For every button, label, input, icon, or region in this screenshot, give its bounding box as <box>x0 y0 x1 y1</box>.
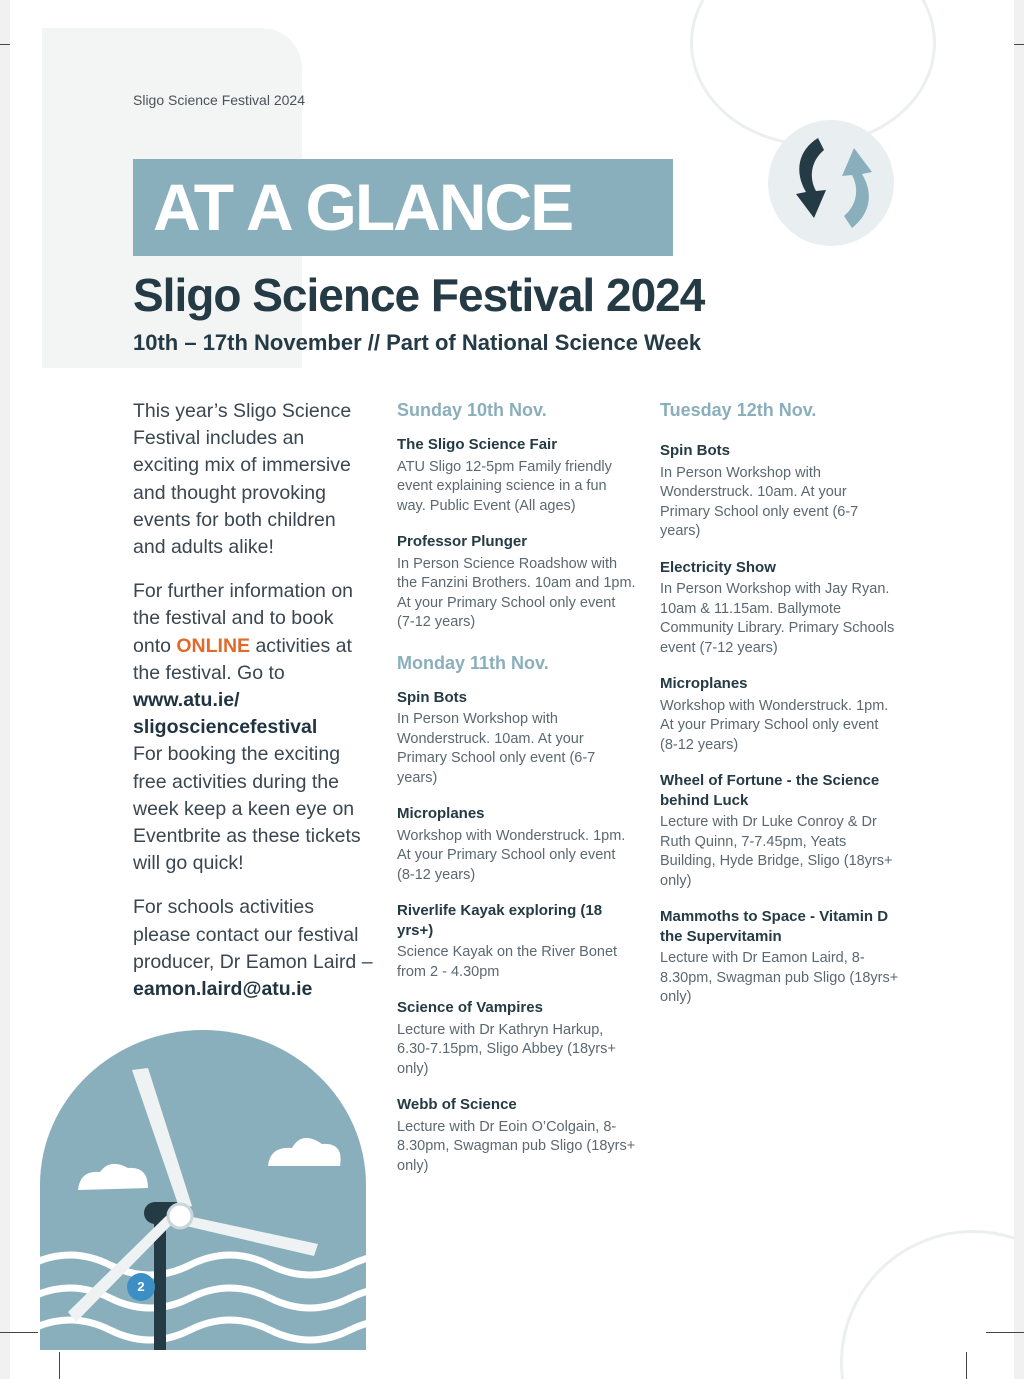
event-description: Workshop with Wonderstruck. 1pm. At your Primary School only event (8-12 years) <box>660 697 889 753</box>
banner-text: AT A GLANCE <box>153 170 573 244</box>
event-item <box>660 441 900 542</box>
event-description: In Person Workshop with Wonderstruck. 10am. At your Primary School only event (6-7 years) <box>397 711 596 786</box>
online-highlight: ONLINE <box>176 634 251 657</box>
refresh-arrows-icon <box>768 120 894 246</box>
crop-mark <box>966 1352 967 1379</box>
day-heading: Monday 11th Nov. <box>397 652 549 673</box>
event-title: Microplanes <box>397 805 485 822</box>
event-description: ATU Sligo 12-5pm Family friendly event explaining science in a fun way. Public Event (All ages) <box>397 458 612 514</box>
event-title: Riverlife Kayak exploring (18 yrs+) <box>397 902 603 939</box>
event-title: Electricity Show <box>660 558 776 576</box>
schedule-column <box>397 400 637 1192</box>
event-description: In Person Science Roadshow with the Fanzini Brothers. 10am and 1pm. At your Primary School only event (7-12 years) <box>397 555 636 630</box>
at-a-glance-banner <box>133 159 673 256</box>
page-subtitle: 10th – 17th November // Part of National Science Week <box>133 330 702 355</box>
event-item <box>397 804 637 885</box>
crop-mark <box>0 1332 38 1333</box>
event-description: Lecture with Dr Eoin O’Colgain, 8-8.30pm, Swagman pub Sligo (18yrs+ only) <box>397 1118 636 1174</box>
event-item <box>397 998 637 1079</box>
page-title: Sligo Science Festival 2024 <box>133 269 705 321</box>
event-title: Webb of Science <box>397 1096 517 1113</box>
day-heading: Sunday 10th Nov. <box>397 400 547 420</box>
event-description: Science Kayak on the River Bonet from 2 - 4.30pm <box>397 944 618 980</box>
event-title: Microplanes <box>660 675 748 692</box>
event-item <box>397 435 637 516</box>
contact-paragraph <box>133 894 373 1003</box>
event-title: Spin Bots <box>660 442 730 459</box>
schedule-column <box>660 400 900 1024</box>
event-item <box>660 674 900 755</box>
event-description: In Person Workshop with Jay Ryan. 10am & 11.15am. Ballymote Community Library. Primary Schools event (7-12 years) <box>660 581 895 656</box>
contact-email-link[interactable]: eamon.laird@atu.ie <box>133 978 313 1001</box>
event-description: Lecture with Dr Luke Conroy & Dr Ruth Quinn, 7-7.45pm, Yeats Building, Hyde Bridge, Sligo (18yrs+ only) <box>660 814 893 889</box>
intro-paragraph: This year’s Sligo Science Festival includes an exciting mix of immersive and thought provoking events for both children and adults alike! <box>133 400 352 559</box>
event-item <box>397 1095 637 1176</box>
event-description: Lecture with Dr Kathryn Harkup, 6.30-7.15pm, Sligo Abbey (18yrs+ only) <box>397 1021 616 1077</box>
event-item <box>660 558 900 659</box>
event-title: Spin Bots <box>397 688 467 706</box>
crop-mark <box>986 1332 1024 1333</box>
event-item <box>397 532 637 633</box>
info-text: For further information on the festival and to book onto <box>133 580 354 657</box>
info-paragraph <box>133 578 373 877</box>
event-description: Workshop with Wonderstruck. 1pm. At your Primary School only event (8-12 years) <box>397 827 626 883</box>
event-description: Lecture with Dr Eamon Laird, 8-8.30pm, Swagman pub Sligo (18yrs+ only) <box>660 950 899 1005</box>
event-title: Wheel of Fortune - the Science behind Luck <box>660 772 880 809</box>
event-title: Professor Plunger <box>397 533 528 550</box>
crop-mark <box>59 1352 60 1379</box>
festival-link[interactable]: www.atu.ie/ sligosciencefestival <box>133 689 318 739</box>
info-text: activities at the festival. Go to <box>133 634 352 684</box>
page-number-badge: 2 <box>127 1273 155 1301</box>
booking-text: For booking the exciting free activities during the week keep a keen eye on Eventbrite as these tickets will go quick! <box>133 743 361 875</box>
intro-text <box>133 398 373 1020</box>
contact-text: For schools activities please contact our festival producer, Dr Eamon Laird – <box>133 896 373 973</box>
day-heading: Tuesday 12th Nov. <box>660 400 817 420</box>
event-item <box>660 907 900 1008</box>
event-description: In Person Workshop with Wonderstruck. 10am. At your Primary School only event (6-7 years) <box>660 464 859 539</box>
event-title: Mammoths to Space - Vitamin D the Supervitamin <box>660 908 889 945</box>
event-title: The Sligo Science Fair <box>397 436 558 453</box>
wind-turbine-illustration <box>40 1030 366 1350</box>
event-item <box>397 688 637 789</box>
decorative-arc <box>840 1230 1014 1379</box>
event-title: Science of Vampires <box>397 999 543 1016</box>
event-item <box>660 771 900 891</box>
event-item <box>397 901 637 982</box>
running-header: Sligo Science Festival 2024 <box>133 92 305 108</box>
document-page <box>10 0 1014 1379</box>
